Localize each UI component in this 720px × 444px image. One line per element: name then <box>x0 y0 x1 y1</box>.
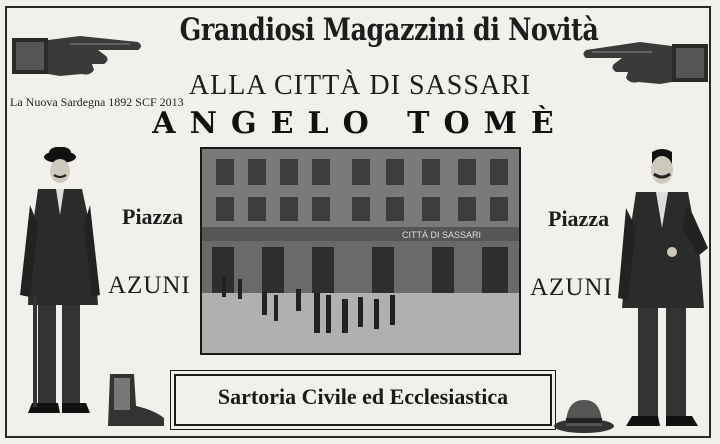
right-azuni-label: AZUNI <box>530 274 613 301</box>
left-azuni-label: AZUNI <box>108 272 191 299</box>
headline: Grandiosi Magazzini di Novità <box>179 12 599 48</box>
pointing-hand-left-icon <box>582 38 710 90</box>
subhead: ALLA CITTÀ DI SASSARI <box>188 70 532 101</box>
gentleman-with-cane-illustration <box>20 145 110 430</box>
source-caption: La Nuova Sardegna 1892 SCF 2013 <box>10 95 184 109</box>
photo-signage: CITTÀ DI SASSARI <box>402 230 482 240</box>
tagline: Sartoria Civile ed Ecclesiastica <box>217 384 509 409</box>
storefront-photo-engraving <box>202 149 519 353</box>
bowler-hat-icon <box>552 396 616 434</box>
right-piazza-label: Piazza <box>548 206 610 231</box>
storefront-photo <box>200 147 521 355</box>
left-piazza-label: Piazza <box>122 204 184 229</box>
gentleman-in-frock-coat-illustration <box>612 148 712 433</box>
merchant-name: ANGELO TOMÈ <box>152 106 568 141</box>
pointing-hand-right-icon <box>10 30 145 82</box>
boot-icon <box>104 370 168 428</box>
